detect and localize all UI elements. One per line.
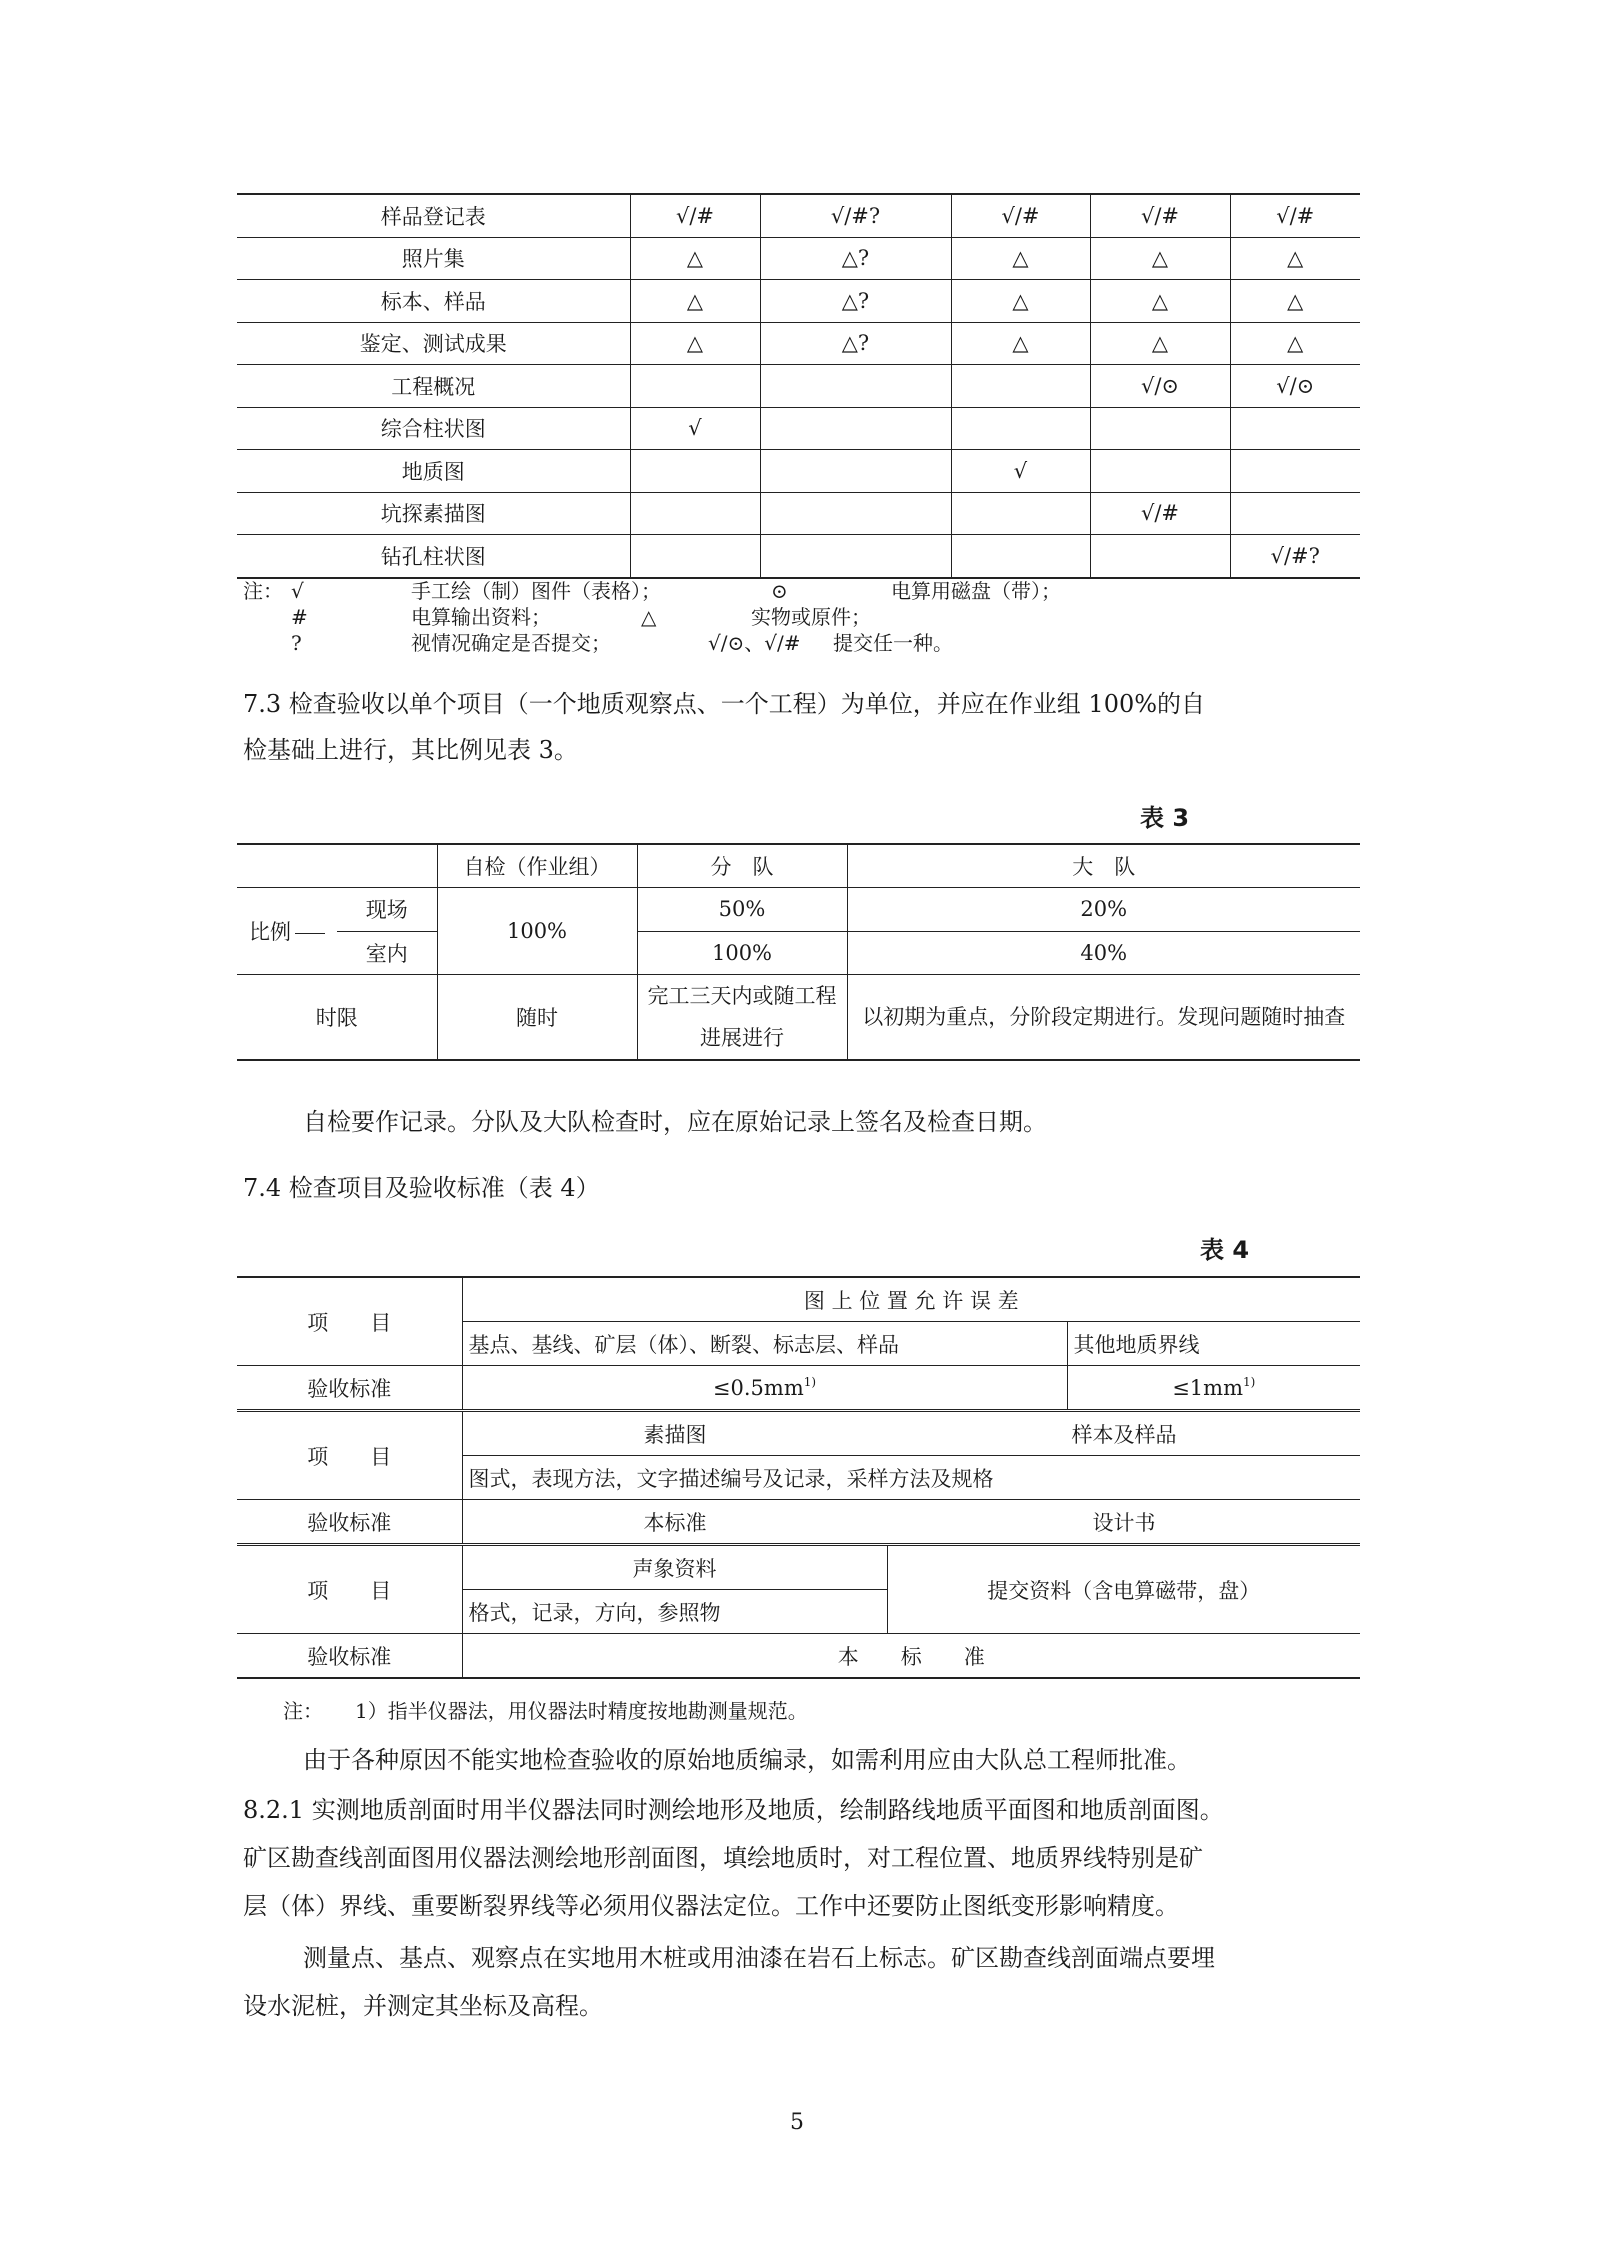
paragraph-8-2-1-line-2: 矿区勘查线剖面图用仪器法测绘地形剖面图，填绘地质时，对工程位置、地质界线特别是矿 [243, 1844, 1203, 1872]
table4-s3-b: 提交资料（含电算磁带，盘） [887, 1545, 1360, 1634]
table-cell [760, 450, 951, 493]
table3-header-brigade: 大 队 [847, 844, 1360, 887]
table4-s3-a-detail: 格式，记录，方向，参照物 [462, 1590, 887, 1634]
note-symbol: √ [291, 579, 304, 603]
paragraph-survey-line-1: 测量点、基点、观察点在实地用木桩或用油漆在岩石上标志。矿区勘查线剖面端点要埋 [303, 1944, 1215, 1972]
table-cell [630, 450, 760, 493]
table4-s1-std-b: $\le 1mm^{1)}$ [1067, 1366, 1360, 1411]
acceptance-standard-table [237, 1276, 1360, 1679]
table-cell [630, 535, 760, 578]
table-cell: △ [630, 322, 760, 365]
paragraph-7-3-line-1: 7.3 检查验收以单个项目（一个地质观察点、一个工程）为单位，并应在作业组 100%的自 [243, 690, 1206, 718]
table-cell: △ [1090, 322, 1230, 365]
table-row [237, 194, 1360, 237]
table4-s2-a: 素描图 [643, 1422, 707, 1447]
row-label: 鉴定、测试成果 [237, 322, 630, 365]
table-cell: △? [760, 322, 951, 365]
note-desc: 手工绘（制）图件（表格）； [411, 579, 661, 603]
table-cell: △? [760, 280, 951, 323]
row-label: 工程概况 [237, 365, 630, 408]
table-row [237, 237, 1360, 280]
submission-table [237, 193, 1360, 579]
table-cell [951, 365, 1090, 408]
table3-caption: 表 3 [1140, 804, 1190, 832]
table4-s2-detail: 图式，表现方法，文字描述编号及记录，采样方法及规格 [462, 1456, 1360, 1500]
table3-header-team: 分 队 [637, 844, 847, 887]
note-prefix: 注： [283, 1699, 323, 1723]
note-desc: 实物或原件； [751, 605, 871, 629]
table-cell: √/# [630, 194, 760, 237]
table-cell: √/#? [1230, 535, 1360, 578]
table-cell [630, 492, 760, 535]
row-label: 综合柱状图 [237, 407, 630, 450]
note-symbol: △ [641, 605, 657, 629]
table4-s2-b: 样本及样品 [1071, 1422, 1177, 1447]
table-cell [630, 365, 760, 408]
table3-team-site: 50% [637, 887, 847, 931]
table3-header-self: 自检（作业组） [437, 844, 637, 887]
table-cell: △? [760, 237, 951, 280]
table-cell [1230, 492, 1360, 535]
table-cell: √/⊙ [1090, 365, 1230, 408]
page-number: 5 [790, 2110, 804, 2135]
table-cell [951, 492, 1090, 535]
paragraph-7-3-line-2: 检基础上进行，其比例见表 3。 [243, 736, 578, 764]
row-label: 照片集 [237, 237, 630, 280]
paragraph-8-2-1-line-3: 层（体）界线、重要断裂界线等必须用仪器法定位。工作中还要防止图纸变形影响精度。 [243, 1892, 1179, 1920]
table-cell: △ [1090, 280, 1230, 323]
table4-s2-std-a: 本标准 [643, 1510, 707, 1535]
table-cell: √ [951, 450, 1090, 493]
table-cell: √/# [951, 194, 1090, 237]
table3-self-time: 随时 [437, 974, 637, 1060]
note-prefix: 注： [243, 579, 283, 603]
table-row [237, 280, 1360, 323]
table-cell [760, 365, 951, 408]
table4-s2-std-b: 设计书 [1092, 1510, 1156, 1535]
table3-brigade-time: 以初期为重点，分阶段定期进行。发现问题随时抽查 [847, 974, 1360, 1060]
table-row [237, 492, 1360, 535]
note-desc: 视情况确定是否提交； [411, 631, 611, 655]
table-cell [1230, 450, 1360, 493]
table-cell: △ [951, 237, 1090, 280]
table4-s2-header-row [462, 1411, 1360, 1456]
table-cell: √/# [1090, 492, 1230, 535]
table4-item-label: 项 目 [237, 1277, 462, 1366]
note-desc: 电算用磁盘（带）； [891, 579, 1061, 603]
table-cell: △ [1230, 322, 1360, 365]
table3-corner [237, 844, 437, 887]
table4-std-label: 验收标准 [237, 1500, 462, 1545]
table3-time-label: 时限 [237, 974, 437, 1060]
paragraph-approval: 由于各种原因不能实地检查验收的原始地质编录，如需利用应由大队总工程师批准。 [303, 1746, 1191, 1774]
table4-s1-std-a: $\le 0.5mm^{1)}$ [462, 1366, 1067, 1411]
table4-s3-std: 本 标 准 [462, 1634, 1360, 1679]
table-row [237, 322, 1360, 365]
paragraph-survey-line-2: 设水泥桩，并测定其坐标及高程。 [243, 1992, 603, 2020]
table-cell: △ [1230, 237, 1360, 280]
table-cell: √/# [1090, 194, 1230, 237]
row-label: 坑探素描图 [237, 492, 630, 535]
table-cell: △ [951, 280, 1090, 323]
table4-std-label: 验收标准 [237, 1366, 462, 1411]
note-symbol: √/⊙、√/# [708, 631, 801, 655]
table-cell: △ [630, 280, 760, 323]
table4-s1-b: 其他地质界线 [1067, 1322, 1360, 1366]
table-row [237, 535, 1360, 578]
row-label: 标本、样品 [237, 280, 630, 323]
table-cell: √/# [1230, 194, 1360, 237]
table3-ratio-label: 比例 [237, 887, 337, 974]
table-cell [1090, 450, 1230, 493]
table-row [237, 407, 1360, 450]
table-cell: △ [630, 237, 760, 280]
table3-self-ratio: 100% [437, 887, 637, 974]
table4-std-label: 验收标准 [237, 1634, 462, 1679]
note-desc: 提交任一种。 [833, 631, 953, 655]
paragraph-self-check: 自检要作记录。分队及大队检查时，应在原始记录上签名及检查日期。 [303, 1108, 1047, 1136]
table-cell [1090, 535, 1230, 578]
table3-site-label: 现场 [337, 887, 437, 931]
table-cell [760, 407, 951, 450]
table4-s1-a: 基点、基线、矿层（体）、断裂、标志层、样品 [462, 1322, 1067, 1366]
table-cell [760, 492, 951, 535]
table4-s3-a: 声象资料 [462, 1545, 887, 1590]
row-label: 样品登记表 [237, 194, 630, 237]
paragraph-7-4: 7.4 检查项目及验收标准（表 4） [243, 1174, 600, 1202]
table-cell: △ [1230, 280, 1360, 323]
note-symbol: ? [291, 631, 302, 655]
table4-item-label: 项 目 [237, 1411, 462, 1500]
table3-indoor-label: 室内 [337, 931, 437, 974]
table-cell: △ [951, 322, 1090, 365]
table-cell [1090, 407, 1230, 450]
table-cell: √/#? [760, 194, 951, 237]
row-label: 钻孔柱状图 [237, 535, 630, 578]
note-symbol: ⊙ [771, 579, 788, 603]
table3-brigade-indoor: 40% [847, 931, 1360, 974]
table-cell: △ [1090, 237, 1230, 280]
table-cell: √/⊙ [1230, 365, 1360, 408]
table4-caption: 表 4 [1200, 1236, 1250, 1264]
table3-brigade-site: 20% [847, 887, 1360, 931]
table-cell [951, 407, 1090, 450]
inspection-ratio-table [237, 843, 1360, 1061]
table-cell: √ [630, 407, 760, 450]
table3-team-indoor: 100% [637, 931, 847, 974]
note-symbol: # [291, 605, 308, 629]
row-label: 地质图 [237, 450, 630, 493]
paragraph-8-2-1-line-1: 8.2.1 实测地质剖面时用半仪器法同时测绘地形及地质，绘制路线地质平面图和地质剖面图。 [243, 1796, 1224, 1824]
table-cell [760, 535, 951, 578]
table4-item-label: 项 目 [237, 1545, 462, 1634]
note-desc: 电算输出资料； [411, 605, 551, 629]
table-cell [1230, 407, 1360, 450]
table-row [237, 365, 1360, 408]
table3-team-time: 完工三天内或随工程进展进行 [637, 974, 847, 1060]
table-cell [951, 535, 1090, 578]
note-text: 1）指半仪器法，用仪器法时精度按地勘测量规范。 [355, 1699, 808, 1723]
table-row [237, 450, 1360, 493]
table4-s1-head: 图 上 位 置 允 许 误 差 [462, 1277, 1360, 1322]
table4-s2-std-row [462, 1500, 1360, 1545]
